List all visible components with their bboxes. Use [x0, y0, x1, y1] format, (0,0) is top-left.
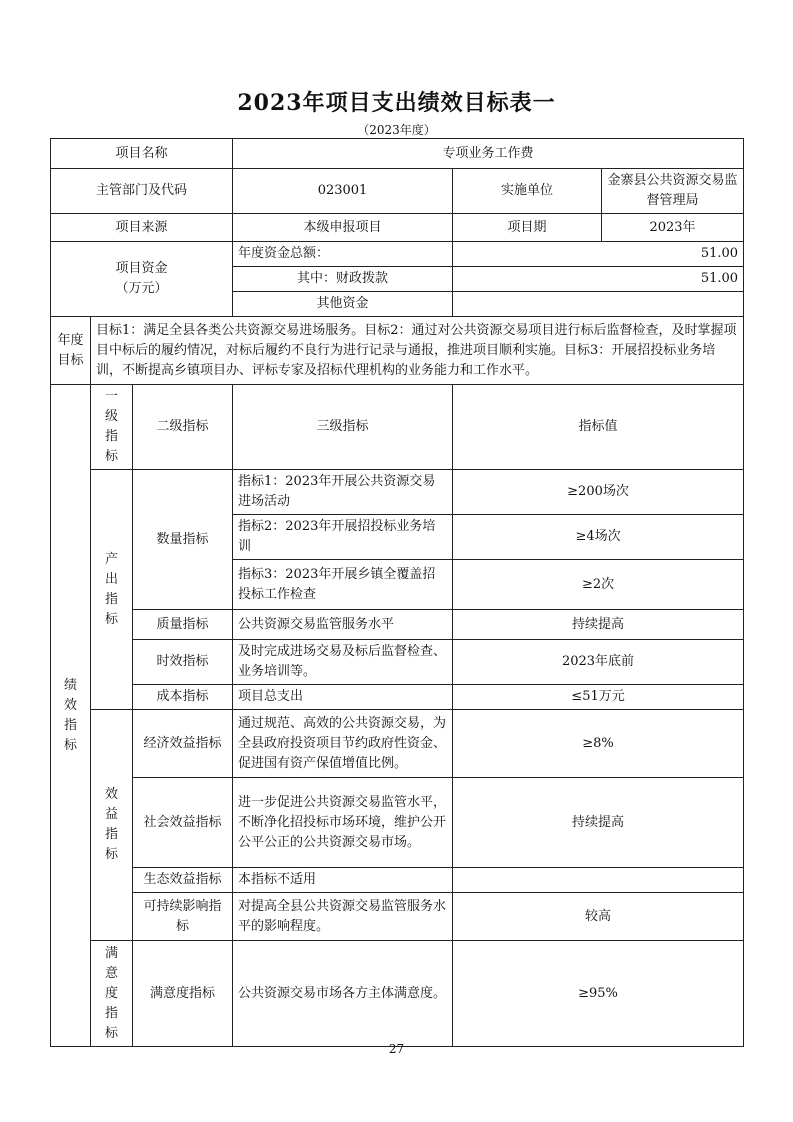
- benefit-label-char: 标: [104, 847, 118, 862]
- period-label: 项目期: [453, 214, 602, 242]
- funds-fiscal-label: 其中：财政拨款: [233, 267, 453, 292]
- satisfaction-label-char: 标: [104, 1025, 118, 1041]
- header-level1-char: 一: [104, 389, 118, 404]
- page-subtitle: （2023年度）: [357, 123, 436, 137]
- header-level2: 二级指标: [133, 385, 233, 470]
- annual-goal-text: 目标1：满足全县各类公共资源交易进场服务。目标2：通过对公共资源交易项目进行标后监督检查，及时掌握项目中标后的履约情况，对标后履约不良行为进行记录与通报，推进项目顺利实施。目标3：开展招投标业务培训，不断提高乡镇项目办、评标专家及招标代理机构的业务能力和工作水平。: [91, 317, 744, 385]
- social-indicator: 进一步促进公共资源交易监管水平，不断净化招投标市场环境，维护公开公平公正的公共资源交易市场。: [233, 778, 453, 868]
- funds-label-line2: （万元）: [115, 281, 168, 296]
- benefit-label-char: 指: [104, 827, 118, 842]
- header-level1-char: 级: [104, 409, 118, 424]
- impl-label: 实施单位: [453, 169, 602, 214]
- benefit-label: [91, 710, 133, 941]
- satisfaction-level2: 满意度指标: [133, 941, 233, 1047]
- performance-label-char: 标: [63, 737, 77, 753]
- quality-indicator: 公共资源交易监管服务水平: [233, 610, 453, 640]
- quantity-indicator: 指标2：2023年开展招投标业务培训: [233, 515, 453, 560]
- row-timeliness: [51, 640, 744, 685]
- row-eco: [51, 868, 744, 893]
- quantity-indicator: 指标1：2023年开展公共资源交易进场活动: [233, 470, 453, 515]
- impl-value: 金寨县公共资源交易监督管理局: [602, 169, 744, 214]
- timeliness-label: 时效指标: [133, 640, 233, 685]
- header-level1-char: 指: [104, 429, 118, 444]
- output-label-char: 出: [104, 571, 118, 587]
- row-social: [51, 778, 744, 868]
- funds-fiscal-value: 51.00: [453, 267, 744, 292]
- performance-label-char: 绩: [63, 677, 77, 693]
- period-value: 2023年: [602, 214, 744, 242]
- sustain-value: 较高: [453, 893, 744, 941]
- row-department: [51, 169, 744, 214]
- row-funds-total: [51, 242, 744, 267]
- funds-total-label: 年度资金总额：: [233, 242, 453, 267]
- quantity-label: 数量指标: [133, 470, 233, 610]
- dept-value: 023001: [233, 169, 453, 214]
- cost-indicator: 项目总支出: [233, 685, 453, 710]
- annual-goal-label-line2: 目标: [57, 352, 84, 368]
- source-label: 项目来源: [51, 214, 233, 242]
- satisfaction-indicator: 公共资源交易市场各方主体满意度。: [233, 941, 453, 1047]
- row-project-name: [51, 139, 744, 169]
- row-quantity-1: [51, 470, 744, 515]
- header-level3: 三级指标: [233, 385, 453, 470]
- header-level1: [91, 385, 133, 470]
- performance-label-char: 效: [63, 697, 77, 713]
- social-value: 持续提高: [453, 778, 744, 868]
- eco-label: 生态效益指标: [133, 868, 233, 893]
- eco-value: [453, 868, 744, 893]
- quality-value: 持续提高: [453, 610, 744, 640]
- row-satisfaction: [51, 941, 744, 1047]
- performance-label-char: 指: [63, 717, 77, 733]
- annual-goal-label: [51, 317, 91, 385]
- funds-other-label: 其他资金: [233, 292, 453, 317]
- row-source: [51, 214, 744, 242]
- row-economic: [51, 710, 744, 778]
- quality-label: 质量指标: [133, 610, 233, 640]
- row-annual-goal: [51, 317, 744, 385]
- timeliness-value: 2023年底前: [453, 640, 744, 685]
- sustain-label: 可持续影响指标: [133, 893, 233, 941]
- satisfaction-value: ≥95%: [453, 941, 744, 1047]
- economic-value: ≥8%: [453, 710, 744, 778]
- sustain-indicator: 对提高全县公共资源交易监管服务水平的影响程度。: [233, 893, 453, 941]
- row-quality: [51, 610, 744, 640]
- satisfaction-label: [91, 941, 133, 1047]
- satisfaction-label-char: 指: [104, 1005, 118, 1021]
- eco-indicator: 本指标不适用: [233, 868, 453, 893]
- annual-goal-label-line1: 年度: [57, 332, 84, 348]
- timeliness-indicator: 及时完成进场交易及标后监督检查、业务培训等。: [233, 640, 453, 685]
- output-label: [91, 470, 133, 710]
- page-title: 2023年项目支出绩效目标表一: [237, 90, 556, 116]
- page-number: 27: [388, 1042, 405, 1056]
- cost-label: 成本指标: [133, 685, 233, 710]
- satisfaction-label-char: 意: [104, 965, 118, 981]
- source-value: 本级申报项目: [233, 214, 453, 242]
- benefit-label-char: 效: [104, 787, 118, 802]
- project-name-label: 项目名称: [51, 139, 233, 169]
- output-label-char: 标: [104, 611, 118, 627]
- quantity-value: ≥4场次: [453, 515, 744, 560]
- header-level1-char: 标: [104, 449, 118, 464]
- economic-label: 经济效益指标: [133, 710, 233, 778]
- economic-indicator: 通过规范、高效的公共资源交易，为全县政府投资项目节约政府性资金、促进国有资产保值增值比例。: [233, 710, 453, 778]
- quantity-value: ≥2次: [453, 560, 744, 610]
- output-label-char: 指: [104, 591, 118, 607]
- performance-label: [51, 385, 91, 1047]
- benefit-label-char: 益: [104, 807, 118, 822]
- dept-label: 主管部门及代码: [51, 169, 233, 214]
- funds-label: [51, 242, 233, 317]
- quantity-indicator: 指标3：2023年开展乡镇全覆盖招投标工作检查: [233, 560, 453, 610]
- cost-value: ≤51万元: [453, 685, 744, 710]
- project-name-value: 专项业务工作费: [233, 139, 744, 169]
- row-sustain: [51, 893, 744, 941]
- row-cost: [51, 685, 744, 710]
- satisfaction-label-char: 度: [104, 985, 118, 1001]
- social-label: 社会效益指标: [133, 778, 233, 868]
- header-value: 指标值: [453, 385, 744, 470]
- quantity-value: ≥200场次: [453, 470, 744, 515]
- row-performance-header: [51, 385, 744, 470]
- funds-total-value: 51.00: [453, 242, 744, 267]
- funds-other-value: [453, 292, 744, 317]
- performance-target-table: [50, 138, 744, 1047]
- output-label-char: 产: [104, 551, 118, 567]
- funds-label-line1: 项目资金: [115, 261, 168, 276]
- satisfaction-label-char: 满: [104, 945, 118, 961]
